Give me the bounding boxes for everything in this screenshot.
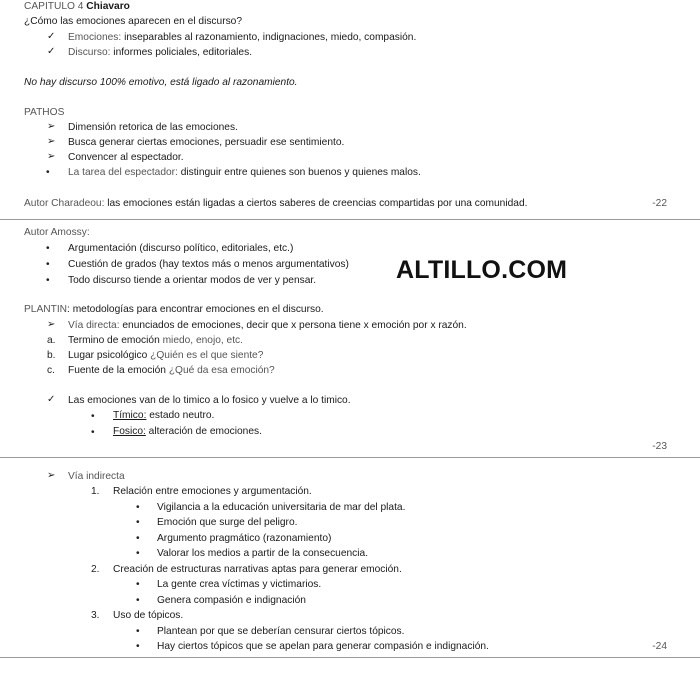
bullet-icon: • [46,167,50,178]
section-title: Creación de estructuras narrativas aptas para generar emoción. [113,564,402,575]
list-item: Las emociones van de lo timico a lo fosico y vuelve a lo timico. [68,395,351,406]
list-marker: 3. [91,610,100,621]
arrow-icon: ➢ [47,151,56,162]
bullet-icon: • [46,259,50,270]
chapter-question: ¿Cómo las emociones aparecen en el discurso? [24,16,243,27]
list-item [68,334,243,347]
arrow-icon: ➢ [47,121,56,132]
arrow-icon: ➢ [47,136,56,147]
italic-note: No hay discurso 100% emotivo, está ligado al razonamiento. [24,77,298,88]
bullet-icon: • [136,533,140,544]
item-term: Autor Charadeou: [24,198,105,209]
list-marker: 2. [91,564,100,575]
item-term: Tímico: [113,410,147,421]
bullet-icon: • [136,579,140,590]
item-text: las emociones están ligadas a ciertos saberes de creencias compartidas por una comunidad. [104,198,528,209]
pathos-title: PATHOS [24,107,65,118]
section-title: Uso de tópicos. [113,610,184,621]
list-item: Argumento pragmático (razonamiento) [157,533,332,544]
list-marker: c. [47,365,55,376]
item-text: distinguir entre quienes son buenos y quienes malos. [177,167,421,178]
item-text: ¿Quién es el que siente? [147,350,264,361]
item-text: ¿Qué da esa emoción? [165,365,275,376]
list-item: Hay ciertos tópicos que se apelan para generar compasión e indignación. [157,641,489,652]
check-icon: ✓ [47,31,56,42]
list-item: La gente crea víctimas y victimarios. [157,579,322,590]
page-divider [0,657,700,658]
chapter-heading [24,0,130,13]
item-term: Termino de emoción [68,335,160,346]
list-item: Emoción que surge del peligro. [157,517,298,528]
plantin-heading [24,303,324,316]
list-item: Busca generar ciertas emociones, persuadir ese sentimiento. [68,137,345,148]
list-item: Cuestión de grados (hay textos más o menos argumentativos) [68,259,349,270]
item-text: enunciados de emociones, decir que x persona tiene x emoción por x razón. [119,320,467,331]
item-term: Fosico: [113,426,146,437]
item-term: Vía directa: [68,320,120,331]
page-number: -24 [652,641,667,652]
chapter-label: CAPITULO 4 [24,1,84,12]
list-marker: b. [47,350,56,361]
list-item: Vigilancia a la educación universitaria de mar del plata. [157,502,406,513]
bullet-icon: • [46,275,50,286]
list-marker: 1. [91,486,100,497]
item-term: Fuente de la emoción [68,365,166,376]
charadeou-note [24,197,527,210]
list-item [113,409,214,422]
bullet-icon: • [136,548,140,559]
item-text: inseparables al razonamiento, indignaciones, miedo, compasión. [121,32,417,43]
item-term: Emociones: [68,32,122,43]
bullet-icon: • [91,427,95,438]
list-marker: a. [47,335,56,346]
bullet-icon: • [136,595,140,606]
list-item [68,319,467,332]
watermark: ALTILLO.COM [396,256,568,284]
list-item [68,31,416,44]
bullet-icon: • [46,243,50,254]
item-text: alteración de emociones. [145,426,262,437]
item-text: miedo, enojo, etc. [159,335,243,346]
page-number: -23 [652,441,667,452]
page-number: -22 [652,198,667,209]
bullet-icon: • [91,411,95,422]
item-term: Discurso: [68,47,111,58]
bullet-icon: • [136,641,140,652]
list-item: Todo discurso tiende a orientar modos de ver y pensar. [68,275,317,286]
list-item [68,46,252,59]
chapter-author: Chiavaro [86,1,130,12]
bullet-icon: • [136,502,140,513]
item-term: La tarea del espectador: [68,167,178,178]
bullet-icon: • [136,626,140,637]
page-divider [0,219,700,220]
amossy-title: Autor Amossy: [24,227,90,238]
bullet-icon: • [136,517,140,528]
list-item: Argumentación (discurso político, editoriales, etc.) [68,243,294,254]
item-term: PLANTIN [24,304,68,315]
page-divider [0,457,700,458]
list-item: Valorar los medios a partir de la consecuencia. [157,548,369,559]
list-item [68,349,263,362]
list-item: Plantean por que se deberían censurar ciertos tópicos. [157,626,405,637]
item-text: estado neutro. [146,410,215,421]
arrow-icon: ➢ [47,319,56,330]
item-text: : metodologías para encontrar emociones en el discurso. [67,304,324,315]
item-text: informes policiales, editoriales. [110,47,253,58]
arrow-icon: ➢ [47,470,56,481]
list-item [68,364,275,377]
list-item: Convencer al espectador. [68,152,184,163]
item-term: Lugar psicológico [68,350,148,361]
list-item: Genera compasión e indignación [157,595,306,606]
section-title: Relación entre emociones y argumentación. [113,486,312,497]
check-icon: ✓ [47,46,56,57]
check-icon: ✓ [47,394,56,405]
list-item [113,425,262,438]
list-item: Dimensión retorica de las emociones. [68,122,238,133]
via-indirecta: Vía indirecta [68,471,125,482]
list-item [68,166,421,179]
